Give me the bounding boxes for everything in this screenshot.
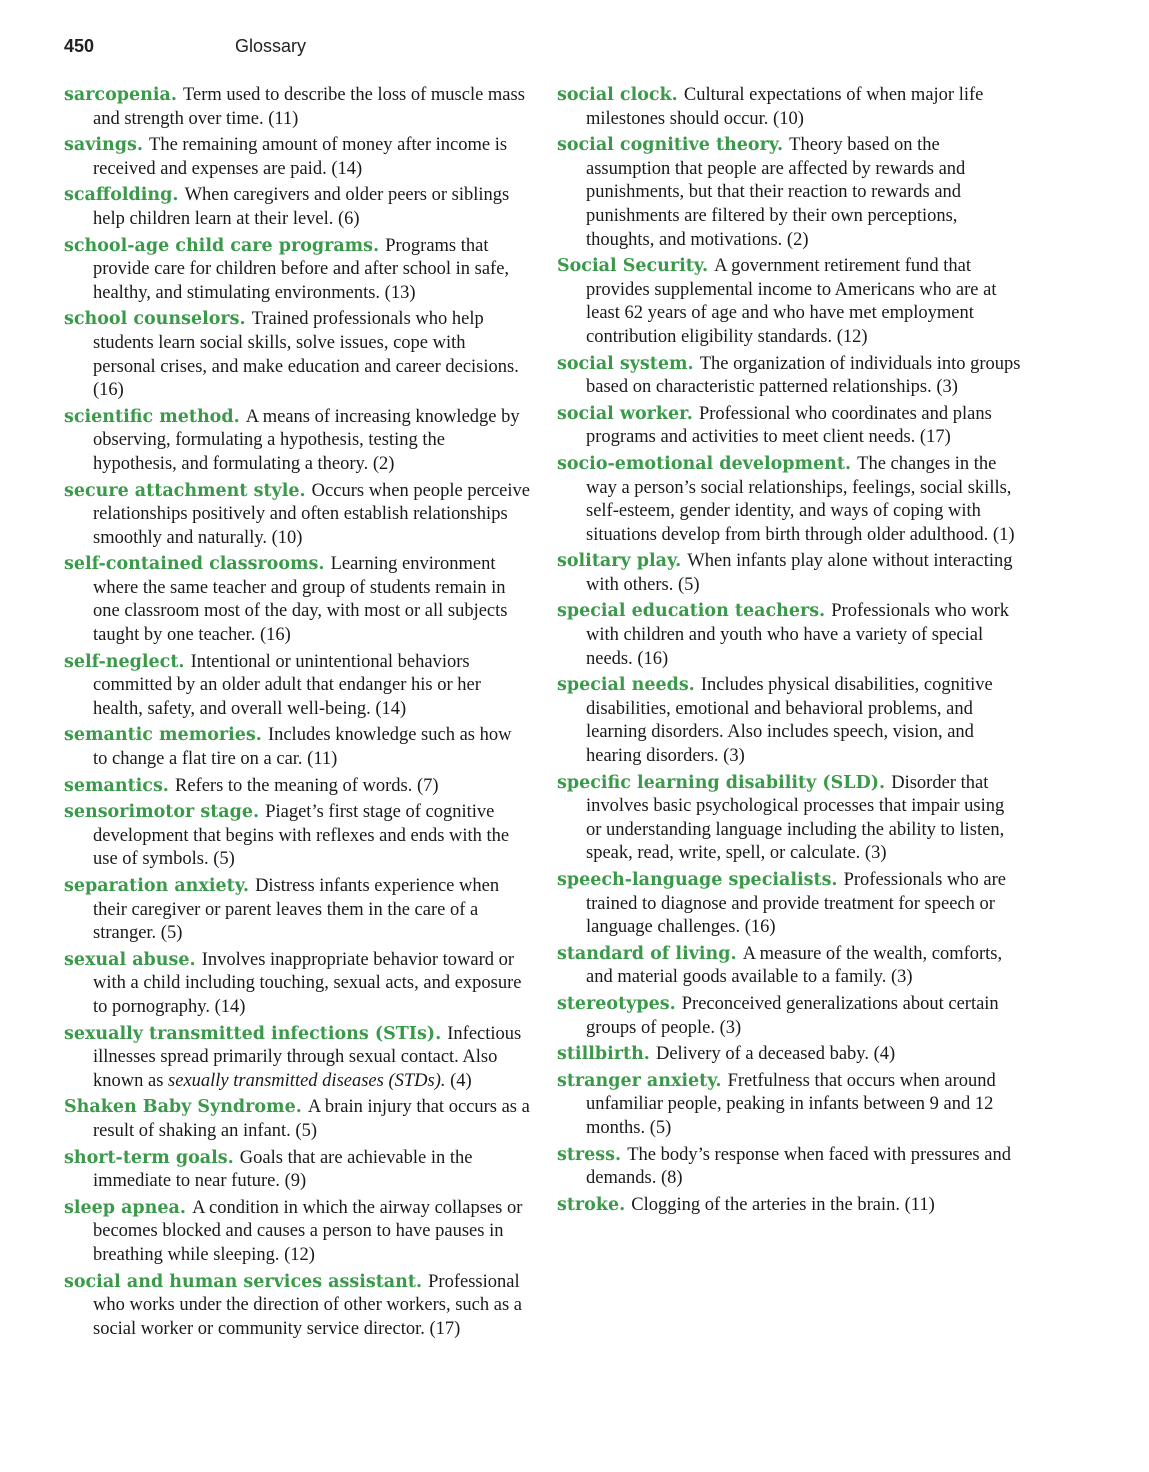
glossary-definition: A condition in which the airway collapses or becomes blocked and causes a person to have pauses in breathing while sleeping. (12) <box>93 1197 523 1265</box>
glossary-definition: Term used to describe the loss of muscle mass and strength over time. (11) <box>93 85 525 129</box>
glossary-term: social worker. <box>557 403 693 424</box>
glossary-entry <box>557 993 1023 1040</box>
glossary-term: stranger anxiety. <box>557 1070 722 1091</box>
glossary-definition: Disorder that involves basic psychological processes that impair using or understanding language including the ability to listen, speak, read, write, spell, or calculate. (3) <box>586 772 1005 864</box>
glossary-definition: Cultural expectations of when major life milestones should occur. (10) <box>586 85 984 129</box>
glossary-column-left <box>64 84 530 1344</box>
glossary-entry <box>557 772 1023 866</box>
glossary-definition: The changes in the way a person’s social relationships, feelings, social skills, self-esteem, gender identity, and ways of coping with situations develop from birth through older adulthood. (1) <box>586 453 1015 545</box>
glossary-definition: When infants play alone without interacting with others. (5) <box>586 551 1013 595</box>
glossary-entry <box>64 949 530 1020</box>
glossary-term: semantic memories. <box>64 725 262 746</box>
glossary-term: social system. <box>557 353 694 374</box>
glossary-entry <box>557 600 1023 671</box>
glossary-entry <box>557 255 1023 349</box>
glossary-entry <box>64 875 530 946</box>
glossary-term: self-contained classrooms. <box>64 554 325 575</box>
glossary-definition: Intentional or unintentional behaviors committed by an older adult that endanger his or her health, safety, and overall well-being. (14) <box>93 651 481 719</box>
glossary-term: secure attachment style. <box>64 480 306 501</box>
glossary-entry <box>557 550 1023 597</box>
glossary-entry <box>64 801 530 872</box>
glossary-term: socio-emotional development. <box>557 453 852 474</box>
glossary-entry <box>64 84 530 131</box>
glossary-entry <box>64 480 530 551</box>
glossary-term: social cognitive theory. <box>557 135 784 156</box>
glossary-definition: Occurs when people perceive relationships positively and often establish relationships smoothly and naturally. (10) <box>93 480 530 548</box>
glossary-term: special needs. <box>557 675 695 696</box>
glossary-entry <box>64 1197 530 1268</box>
glossary-entry <box>557 1070 1023 1141</box>
glossary-entry <box>557 674 1023 768</box>
glossary-term: school counselors. <box>64 309 246 330</box>
glossary-definition: Includes physical disabilities, cognitive disabilities, emotional and behavioral problems, and learning disorders. Also includes speech, vision, and hearing disorders. (3) <box>586 675 993 767</box>
glossary-definition: Involves inappropriate behavior toward or with a child including touching, sexual acts, and exposure to pornography. (14) <box>93 949 522 1017</box>
glossary-entry <box>557 403 1023 450</box>
glossary-column-right <box>557 84 1023 1220</box>
glossary-term: sleep apnea. <box>64 1197 186 1218</box>
glossary-term: speech-language specialists. <box>557 870 838 890</box>
glossary-entry <box>557 453 1023 547</box>
glossary-term: sarcopenia. <box>64 85 177 105</box>
glossary-entry <box>557 943 1023 990</box>
glossary-term: solitary play. <box>557 551 682 572</box>
glossary-definition: Distress infants experience when their caregiver or parent leaves them in the care of a stranger. (5) <box>93 876 500 944</box>
glossary-definition: Professionals who are trained to diagnose and provide treatment for speech or language challenges. (16) <box>586 870 1006 938</box>
glossary-entry <box>64 724 530 771</box>
glossary-definition: A government retirement fund that provides supplemental income to Americans who are at least 62 years of age and who have met employment contribution eligibility standards. (12) <box>586 256 997 347</box>
glossary-term: self-neglect. <box>64 651 185 672</box>
glossary-entry <box>64 651 530 722</box>
glossary-entry <box>64 1271 530 1342</box>
glossary-entry <box>557 353 1023 400</box>
glossary-definition: Goals that are achievable in the immediate to near future. (9) <box>93 1147 473 1192</box>
glossary-entry <box>557 1043 1023 1067</box>
glossary-definition: Professionals who work with children and youth who have a variety of special needs. (16) <box>586 601 1010 669</box>
glossary-entry <box>557 134 1023 252</box>
glossary-term: semantics. <box>64 775 169 796</box>
glossary-term: sensorimotor stage. <box>64 802 260 823</box>
glossary-term: Social Security. <box>557 256 709 277</box>
glossary-definition: Theory based on the assumption that people are affected by rewards and punishments, but that their reaction to rewards and punishments are filtered by their own perceptions, thoughts, and motivations. (2) <box>586 135 966 250</box>
glossary-definition-end: (4) <box>450 1070 472 1091</box>
glossary-definition: The remaining amount of money after income is received and expenses are paid. (14) <box>93 135 508 179</box>
glossary-definition: When caregivers and older peers or siblings help children learn at their level. (6) <box>93 185 510 229</box>
glossary-definition: Professional who works under the direction of other workers, such as a social worker or community service director. (17) <box>93 1271 522 1339</box>
glossary-entry <box>64 1096 530 1143</box>
glossary-definition: The organization of individuals into groups based on characteristic patterned relationships. (3) <box>586 353 1021 398</box>
glossary-entry <box>64 308 530 402</box>
glossary-definition: Piaget’s first stage of cognitive development that begins with reflexes and ends with the use of symbols. (5) <box>93 802 510 870</box>
glossary-term: scientific method. <box>64 406 240 427</box>
glossary-entry <box>64 775 530 799</box>
glossary-term: special education teachers. <box>557 601 826 622</box>
glossary-entry <box>64 235 530 306</box>
glossary-term: sexual abuse. <box>64 949 196 970</box>
glossary-term: school-age child care programs. <box>64 235 380 256</box>
glossary-term: separation anxiety. <box>64 876 249 896</box>
glossary-term: scaffolding. <box>64 185 179 206</box>
glossary-definition: Clogging of the arteries in the brain. (11) <box>631 1194 935 1215</box>
glossary-definition: The body’s response when faced with pressures and demands. (8) <box>586 1144 1011 1189</box>
page-number: 450 <box>64 36 95 56</box>
glossary-entry <box>64 1147 530 1194</box>
glossary-definition: Programs that provide care for children before and after school in safe, healthy, and stimulating environments. (13) <box>93 235 510 303</box>
glossary-definition: Professional who coordinates and plans programs and activities to meet client needs. (17) <box>586 403 992 448</box>
glossary-definition: Delivery of a deceased baby. (4) <box>655 1044 896 1065</box>
glossary-term: social and human services assistant. <box>64 1271 423 1292</box>
glossary-definition: Infectious illnesses spread primarily through sexual contact. Also known as <box>93 1023 522 1091</box>
glossary-entry <box>64 553 530 647</box>
glossary-term: stress. <box>557 1144 622 1165</box>
glossary-term: sexually transmitted infections (STIs). <box>64 1023 442 1044</box>
glossary-term: short-term goals. <box>64 1147 234 1168</box>
section-title: Glossary <box>235 36 307 56</box>
glossary-definition: Refers to the meaning of words. (7) <box>175 775 439 796</box>
glossary-term: stroke. <box>557 1194 626 1215</box>
glossary-entry <box>64 406 530 477</box>
glossary-term: specific learning disability (SLD). <box>557 772 886 793</box>
glossary-definition: Trained professionals who help students learn social skills, solve issues, cope with personal crises, and make education and career decisions. (16) <box>93 309 519 401</box>
glossary-term: stillbirth. <box>557 1044 650 1065</box>
glossary-entry <box>64 1023 530 1094</box>
glossary-entry <box>557 84 1023 131</box>
glossary-term: savings. <box>64 135 143 156</box>
glossary-term: standard of living. <box>557 943 737 964</box>
glossary-definition-italic: sexually transmitted diseases (STDs). <box>168 1070 446 1091</box>
glossary-entry <box>557 869 1023 940</box>
glossary-term: stereotypes. <box>557 993 676 1014</box>
glossary-term: social clock. <box>557 85 678 105</box>
glossary-entry <box>64 184 530 231</box>
glossary-entry <box>557 1144 1023 1191</box>
glossary-definition: Includes knowledge such as how to change a flat tire on a car. (11) <box>93 725 512 770</box>
glossary-term: Shaken Baby Syndrome. <box>64 1097 302 1118</box>
glossary-definition: A means of increasing knowledge by observing, formulating a hypothesis, testing the hypothesis, and formulating a theory. (2) <box>93 406 520 474</box>
glossary-entry <box>557 1194 1023 1218</box>
glossary-definition: Preconceived generalizations about certain groups of people. (3) <box>586 993 999 1038</box>
glossary-definition: A measure of the wealth, comforts, and material goods available to a family. (3) <box>586 943 1003 988</box>
glossary-definition: Fretfulness that occurs when around unfamiliar people, peaking in infants between 9 and 12 months. (5) <box>586 1070 996 1138</box>
glossary-entry <box>64 134 530 181</box>
glossary-definition: A brain injury that occurs as a result of shaking an infant. (5) <box>93 1097 530 1141</box>
glossary-definition: Learning environment where the same teacher and group of students remain in one classroom most of the day, with most or all subjects taught by one teacher. (16) <box>93 554 508 646</box>
